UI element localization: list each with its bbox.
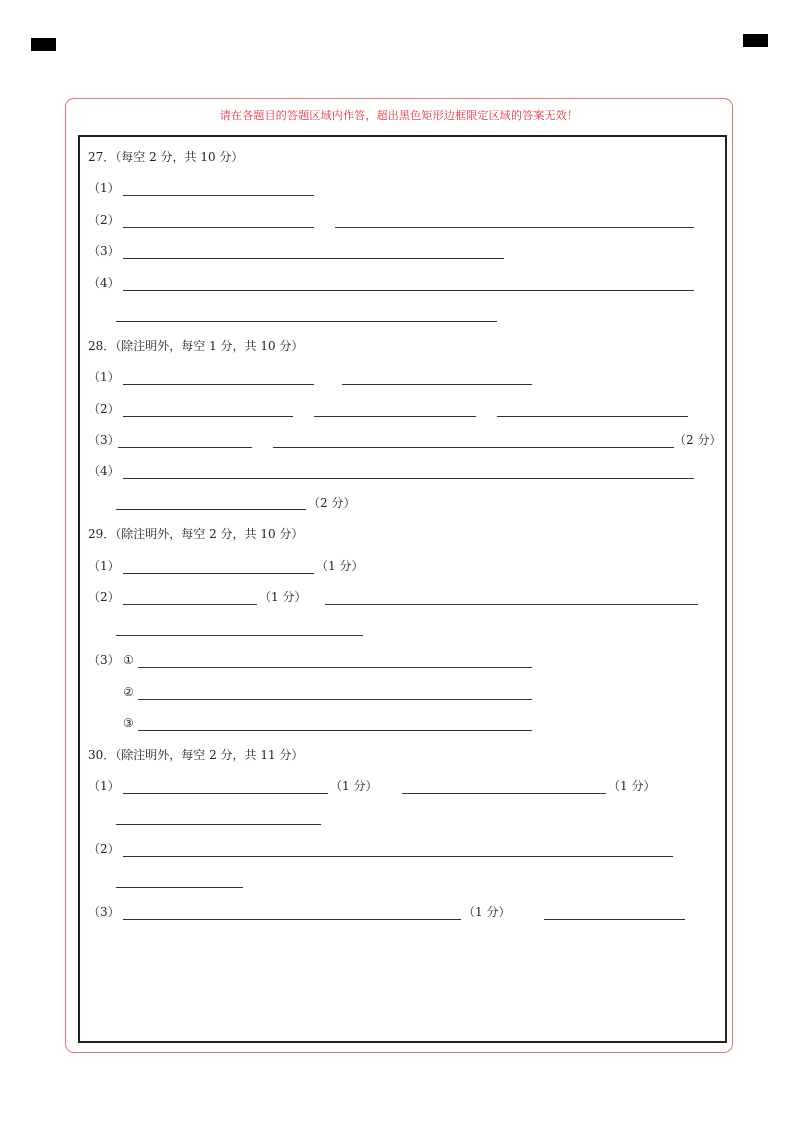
q30-blank-1a[interactable]	[123, 793, 328, 794]
q28-blank-3a[interactable]	[118, 447, 252, 448]
q28-label-2: （2）	[88, 402, 120, 416]
q30-score-1a: （1 分）	[330, 779, 378, 793]
q28-label-3: （3）	[88, 433, 120, 447]
q29-blank-3c[interactable]	[138, 730, 532, 731]
q29-blank-3b[interactable]	[138, 699, 532, 700]
q30-blank-3b[interactable]	[544, 919, 685, 920]
q30-blank-2a[interactable]	[123, 856, 673, 857]
q29-blank-2b[interactable]	[325, 604, 698, 605]
q29-blank-3a[interactable]	[138, 667, 532, 668]
q30-blank-1c[interactable]	[116, 824, 321, 825]
answer-area-inner-border	[78, 135, 727, 1043]
q28-blank-4a[interactable]	[123, 478, 694, 479]
q29-blank-1[interactable]	[123, 573, 314, 574]
q28-label-4: （4）	[88, 464, 120, 478]
q27-blank-4b[interactable]	[116, 321, 497, 322]
q27-blank-4a[interactable]	[123, 290, 694, 291]
q29-title: 29．（除注明外，每空 2 分，共 10 分）	[88, 527, 304, 541]
q29-circled-2: ②	[123, 685, 134, 699]
q28-blank-2a[interactable]	[123, 416, 293, 417]
q30-blank-2b[interactable]	[116, 887, 243, 888]
q29-score-1: （1 分）	[316, 559, 364, 573]
q30-label-3: （3）	[88, 905, 120, 919]
q28-label-1: （1）	[88, 370, 120, 384]
q27-blank-1[interactable]	[123, 195, 314, 196]
alignment-mark-left	[31, 38, 56, 51]
q30-score-3: （1 分）	[463, 905, 511, 919]
q30-blank-1b[interactable]	[402, 793, 606, 794]
q27-blank-2a[interactable]	[123, 227, 314, 228]
q30-score-1b: （1 分）	[608, 779, 656, 793]
q27-blank-2b[interactable]	[335, 227, 694, 228]
q28-title: 28．（除注明外，每空 1 分，共 10 分）	[88, 339, 304, 353]
q30-blank-3a[interactable]	[123, 919, 461, 920]
q28-blank-2b[interactable]	[314, 416, 476, 417]
q27-title: 27．（每空 2 分，共 10 分）	[88, 150, 244, 164]
alignment-mark-right	[743, 34, 768, 47]
q27-label-1: （1）	[88, 181, 120, 195]
q27-label-2: （2）	[88, 213, 120, 227]
q29-circled-1: ①	[123, 653, 134, 667]
q27-blank-3[interactable]	[123, 258, 504, 259]
q28-blank-3b[interactable]	[273, 447, 674, 448]
q28-blank-4b[interactable]	[116, 509, 306, 510]
q28-blank-1b[interactable]	[342, 384, 532, 385]
q30-label-2: （2）	[88, 842, 120, 856]
q29-circled-3: ③	[123, 716, 134, 730]
q30-label-1: （1）	[88, 779, 120, 793]
q28-blank-1a[interactable]	[123, 384, 314, 385]
q27-label-3: （3）	[88, 244, 120, 258]
q27-label-4: （4）	[88, 276, 120, 290]
q28-blank-2c[interactable]	[497, 416, 688, 417]
q29-blank-2a[interactable]	[123, 604, 257, 605]
q28-score-3: （2 分）	[674, 433, 722, 447]
q30-title: 30．（除注明外，每空 2 分，共 11 分）	[88, 748, 304, 762]
q29-blank-2c[interactable]	[116, 635, 363, 636]
answer-area-warning: 请在各题目的答题区域内作答，超出黑色矩形边框限定区域的答案无效！	[219, 109, 579, 122]
q29-score-2: （1 分）	[259, 590, 307, 604]
q29-label-3: （3）	[88, 653, 120, 667]
q29-label-2: （2）	[88, 590, 120, 604]
q28-score-4: （2 分）	[308, 496, 356, 510]
q29-label-1: （1）	[88, 559, 120, 573]
